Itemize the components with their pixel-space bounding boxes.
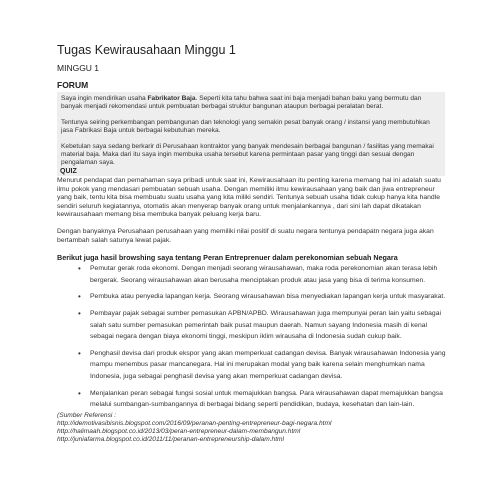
forum-paragraph: Saya ingin mendirikan usaha Fabrikator Baja. Seperti kita tahu bahwa saat ini baja menjadi bahan baku yang bermutu dan banyak menjadi rekomendasi untuk pembuatan berbagai struktur bangunan ataupun berbagai peralatan berat. (61, 95, 422, 111)
forum-paragraph: Kebetulan saya sedang berkarir di Perusahaan kontraktor yang banyak mendesain berbagai bangunan / fasilitas yang memakai material baja. Maka dari itu saya ingin membuka usaha tersebut karena permintaan pasar yang tinggi dan sesuai dengan pengalaman saya. (61, 142, 434, 167)
bullet-list (57, 263, 447, 411)
quiz-paragraph: Menurut pendapat dan pemahaman saya pribadi untuk saat ini, Kewirausahaan itu penting karena memang hal ini adalah suatu ilmu pokok yang mendasari pembuatan sebuah usaha. Dengan memiliki ilmu kewirausahaan yang baik dan jiwa entrepreneur yang baik, tentu kita bisa membuatu suatu usaha yang kita miliki sendiri. Tentunya sebuah usaha tidak cukup hanya kita handle sendiri seluruh kegiatannya, otomatis akan menyerap banyak orang untuk menjalankannya , dari sini lah dapat dikatakan kewirausahaan memang bisa membuka banyak peluang kerja baru. (57, 177, 441, 219)
list-item-text: Pembayar pajak sebagai sumber pemasukan APBN/APBD. Wirausahawan juga mempunyai peran lain yaitu sebagai salah satu sumber pemasukan pemerintah baik pusat maupun daerah. Namun sayang Indonesia masih di kenal sebagai negara dengan biaya ekonomi tinggi, meskipun iklim wirausaha di Indonesia sudah cukup baik. (90, 309, 441, 341)
forum-paragraph: Tentunya seiring perkembangan pembangunan dan teknologi yang semakin pesat banyak orang / instansi yang membutuhkan jasa Fabrikasi Baja untuk berbagai kebutuhan mereka. (61, 118, 430, 135)
forum-heading: FORUM (57, 80, 89, 90)
list-item-text: Penghasil devisa dari produk ekspor yang akan memperkuat cadangan devisa. Banyak wirausahawan Indonesia yang mampu menembus pasar mancanegara. Hal ini merupakan modal yang baik karena selain menghumkan nama Indonesia, juga sebagai penghasil devisa yang akan memperkuat cadangan devisa. (90, 349, 446, 380)
document-title: Tugas Kewirausahaan Minggu 1 (57, 43, 236, 57)
list-item (57, 263, 447, 286)
bullet-icon: • (78, 308, 81, 318)
quiz-section (57, 177, 447, 445)
forum-section (57, 92, 445, 171)
bullet-icon: • (78, 292, 81, 302)
quiz-paragraph: Dengan banyaknya Perusahaan perusahaan yang memiliki nilai positif di suatu negara tentunya pendapatn negara juga akan bertambah salah satunya lewat pajak. (57, 227, 434, 244)
bullet-icon: • (78, 348, 81, 358)
list-item (57, 291, 447, 303)
list-item-text: Pemutar gerak roda ekonomi. Dengan menjadi seorang wirausahawan, maka roda perekonomian akan terasa lebih bergerak. Seorang wirausahawan akan berusaha menciptakan produk atau jasa yang bisa di terima konsumen. (90, 265, 438, 284)
reference-link[interactable]: http://halimaah.blogspot.co.id/2013/03/peran-entrepreneur-dalam-membangun.html (57, 428, 301, 436)
references (57, 412, 447, 445)
browse-heading: Berikut juga hasil browshing saya tentang Peran Entreprenuer dalam perekonomian sebuah Negara (57, 253, 398, 263)
list-item (57, 388, 447, 411)
list-item-text: Pembuka atau penyedia lapangan kerja. Seorang wirausahawan bisa menyediakan lapangan kerja untuk masyarakat. (90, 293, 446, 301)
bullet-icon: • (78, 388, 81, 398)
week-label: MINGGU 1 (57, 63, 100, 73)
reference-link[interactable]: http://idemotivasibisnis.blogspot.com/2016/09/peranan-penting-entrepreneur-bagi-negara.html (57, 419, 332, 427)
list-item-text: Menjalankan peran sebagai fungsi sosial untuk memajukkan bangsa. Para wirausahawan dapat memajukkan bangsa melalui sumbangan-sumbangannya di berbagai bidang seperti pendidikan, budaya, kesehatan dan lain-lain. (90, 389, 443, 409)
quiz-heading: QUIZ (57, 167, 445, 176)
list-item (57, 348, 447, 383)
bullet-icon: • (78, 264, 81, 274)
list-item (57, 308, 447, 343)
reference-link[interactable]: http://juniafarma.blogspot.co.id/2011/11/peranan-entrepreneurship-dalam.html (57, 436, 285, 444)
references-heading: (Sumber Referensi : (57, 411, 116, 419)
